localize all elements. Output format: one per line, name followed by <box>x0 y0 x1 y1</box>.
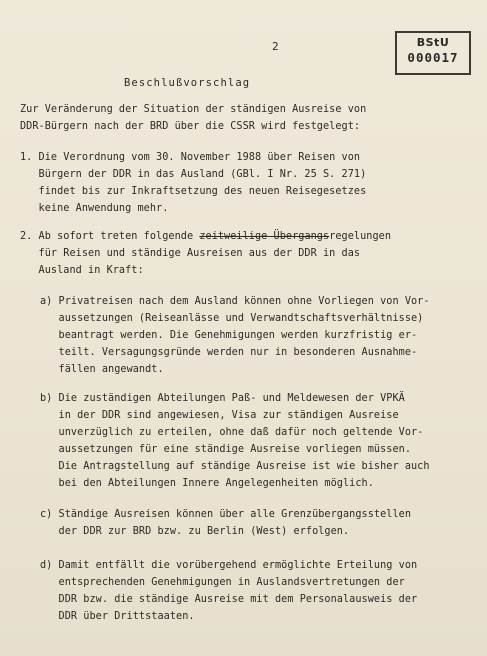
paragraph-line: Bürgern der DDR in das Ausland (GBl. I Nr. 25 S. 271) <box>20 169 367 180</box>
page-number: 2 <box>272 40 279 53</box>
sub-item-line: in der DDR sind angewiesen, Visa zur ständigen Ausreise <box>40 410 399 421</box>
archive-stamp <box>395 31 471 75</box>
sub-item-line: teilt. Versagungsgründe werden nur in besonderen Ausnahme- <box>40 347 418 358</box>
intro-line: Zur Veränderung der Situation der ständigen Ausreise von <box>20 104 367 115</box>
sub-item-line: entsprechenden Genehmigungen in Auslandsvertretungen der <box>40 577 405 588</box>
sub-item-line: d) Damit entfällt die vorübergehend ermöglichte Erteilung von <box>40 560 418 571</box>
stamp-number: 000017 <box>407 50 459 65</box>
sub-item-line: unverzüglich zu erteilen, ohne daß dafür noch geltende Vor- <box>40 427 424 438</box>
struck-text: zeitweilige Übergangs <box>199 231 330 242</box>
sub-item-line: b) Die zuständigen Abteilungen Paß- und Meldewesen der VPKÄ <box>40 393 405 404</box>
sub-item-line: aussetzungen für eine ständige Ausreise vorliegen müssen. <box>40 444 412 455</box>
paragraph-line <box>20 229 391 246</box>
text-segment: 2. Ab sofort treten folgende <box>20 231 200 242</box>
paragraph-line: 1. Die Verordnung vom 30. November 1988 über Reisen von <box>20 152 361 163</box>
sub-item-line: bei den Abteilungen Innere Angelegenheiten möglich. <box>40 478 374 489</box>
paragraph-line: findet bis zur Inkraftsetzung des neuen Reisegesetzes <box>20 186 367 197</box>
text-segment: regelungen <box>329 231 392 242</box>
sub-item-line: DDR über Drittstaaten. <box>40 611 195 622</box>
paragraph-line: für Reisen und ständige Ausreisen aus der DDR in das <box>20 248 361 259</box>
sub-item-line: a) Privatreisen nach dem Ausland können ohne Vorliegen von Vor- <box>40 296 430 307</box>
sub-item-line: DDR bzw. die ständige Ausreise mit dem Personalausweis der <box>40 594 418 605</box>
sub-item-line: beantragt werden. Die Genehmigungen werden kurzfristig er- <box>40 330 418 341</box>
paragraph-line: Ausland in Kraft: <box>20 265 144 276</box>
sub-item-line: Die Antragstellung auf ständige Ausreise ist wie bisher auch <box>40 461 430 472</box>
document-title: Beschlußvorschlag <box>124 77 251 89</box>
sub-item-line: c) Ständige Ausreisen können über alle Grenzübergangsstellen <box>40 509 412 520</box>
sub-item-line: fällen angewandt. <box>40 364 164 375</box>
stamp-label: BStU <box>416 36 450 49</box>
paragraph-line: keine Anwendung mehr. <box>20 203 169 214</box>
intro-line: DDR-Bürgern nach der BRD über die CSSR wird festgelegt: <box>20 121 361 132</box>
sub-item-line: der DDR zur BRD bzw. zu Berlin (West) erfolgen. <box>40 526 350 537</box>
sub-item-line: aussetzungen (Reiseanlässe und Verwandtschaftsverhältnisse) <box>40 313 424 324</box>
